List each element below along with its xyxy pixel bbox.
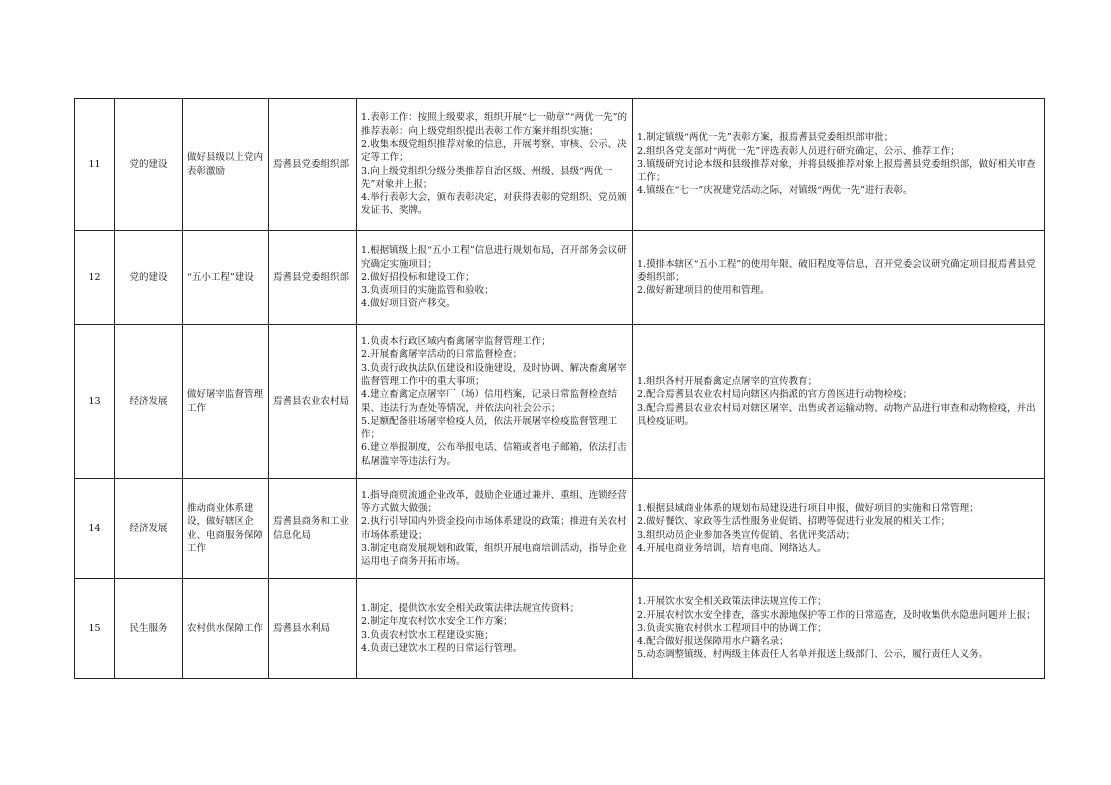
county-duty-item: 2.制定年度农村饮水安全工作方案； (361, 616, 513, 628)
town-duty-item: 5.动态调整镇级、村两级主体责任人名单并报送上级部门、公示，履行责任人义务。 (637, 649, 989, 661)
town-duty-item: 4.镇级在“七一”庆祝建党活动之际，对镇级“两优一先”进行表彰。 (637, 185, 913, 197)
town-duty-item: 3.组织动员企业参加各类宣传促销、名优评奖活动； (637, 529, 856, 541)
town-duty-item: 1.根据县域商业体系的规划布局建设进行项目申报，做好项目的实施和日常管理； (637, 502, 979, 514)
category-cell: 党的建设 (115, 231, 183, 325)
county-duty-item: 1.制定、提供饮水安全相关政策法律法规宣传资料； (361, 602, 580, 614)
county-duty-item: 4.建立畜禽定点屠宰厂（场）信用档案，记录日常监督检查结果、违法行为查处等情况，并依法向社会公示； (361, 389, 618, 414)
table-row (75, 99, 1045, 231)
county-duty-item: 4.负责已建饮水工程的日常运行管理。 (361, 642, 523, 654)
county-duties-cell (357, 231, 633, 325)
county-duty-item: 2.收集本级党组织推荐对象的信息，开展考察、审核、公示、决定等工作； (361, 138, 627, 164)
county-duty-item: 1.指导商贸流通企业改革，鼓励企业通过兼并、重组、连锁经营等方式做大做强； (361, 489, 627, 514)
table-row (75, 579, 1045, 679)
county-duty-item: 3.负责农村饮水工程建设实施； (361, 629, 494, 641)
department-cell: 焉耆县水利局 (269, 579, 357, 679)
county-duty-item: 3.向上级党组织分级分类推荐自治区级、州级、县级“两优一先”对象并上报； (361, 165, 613, 190)
item-cell: 农村供水保障工作 (183, 579, 269, 679)
town-duty-item: 3.镇级研究讨论本级和县级推荐对象，并将县级推荐对象上报焉耆县党委组织部，做好相关审查工作； (637, 158, 1036, 184)
row-number: 14 (75, 479, 115, 579)
county-duty-item: 5.足额配备驻场屠宰检疫人员，依法开展屠宰检疫监督管理工作； (361, 415, 618, 441)
county-duties-cell (357, 479, 633, 579)
county-duty-item: 3.负责项目的实施监管和验收； (361, 285, 494, 297)
item-cell: “五小工程”建设 (183, 231, 269, 325)
town-duty-item: 1.制定镇级“两优一先”表彰方案，报焉耆县党委组织部审批； (637, 132, 894, 144)
row-number: 12 (75, 231, 115, 325)
item-cell: 做好屠宰监督管理工作 (183, 325, 269, 479)
county-duty-item: 3.制定电商发展规划和政策，组织开展电商培训活动，指导企业运用电子商务开拓市场。 (361, 542, 627, 568)
county-duty-item: 1.表彰工作：按照上级要求，组织开展“七一勋章”“两优一先”的推荐表彰：向上级党组织提出表彰工作方案并组织实施； (361, 112, 627, 137)
town-duties-cell (633, 99, 1045, 231)
town-duty-item: 1.开展饮水安全相关政策法律法规宣传工作； (637, 596, 827, 608)
table-row (75, 325, 1045, 479)
county-duty-item: 1.根据镇级上报“五小工程”信息进行规划布局，召开部务会议研究确定实施项目； (361, 245, 627, 270)
category-cell: 经济发展 (115, 479, 183, 579)
county-duty-item: 2.做好招投标和建设工作； (361, 271, 475, 283)
county-duty-item: 6.建立举报制度，公布举报电话、信箱或者电子邮箱，依法打击私屠滥宰等违法行为。 (361, 442, 627, 467)
county-duties-cell (357, 99, 633, 231)
item-cell: 推动商业体系建设，做好辖区企业、电商服务保障工作 (183, 479, 269, 579)
county-duty-item: 4.举行表彰大会，颁布表彰决定，对获得表彰的党组织、党员颁发证书、奖牌。 (361, 192, 627, 217)
department-cell: 焉耆县党委组织部 (269, 231, 357, 325)
town-duties-cell (633, 231, 1045, 325)
county-duty-item: 4.做好项目资产移交。 (361, 298, 456, 310)
town-duty-item: 4.开展电商业务培训，培育电商、网络达人。 (637, 542, 827, 554)
town-duty-item: 2.开展农村饮水安全排查，落实水源地保护等工作的日常巡查，及时收集供水隐患问题并上报； (637, 609, 1036, 621)
department-cell: 焉耆县商务和工业信息化局 (269, 479, 357, 579)
town-duty-item: 2.做好餐饮、家政等生活性服务业促销、招聘等促进行业发展的相关工作； (637, 516, 951, 528)
category-cell: 民生服务 (115, 579, 183, 679)
category-cell: 经济发展 (115, 325, 183, 479)
item-cell: 做好县级以上党内表彰激励 (183, 99, 269, 231)
department-cell: 焉耆县党委组织部 (269, 99, 357, 231)
table-row (75, 479, 1045, 579)
table-row (75, 231, 1045, 325)
county-duties-cell (357, 325, 633, 479)
town-duty-item: 3.负责实施农村供水工程项目中的协调工作； (637, 622, 827, 634)
town-duty-item: 1.摸排本辖区“五小工程”的使用年限、破旧程度等信息，召开党委会议研究确定项目报焉耆县党委组织部； (637, 258, 1036, 283)
county-duties-cell (357, 579, 633, 679)
row-number: 13 (75, 325, 115, 479)
county-duty-item: 2.开展畜禽屠宰活动的日常监督检查； (361, 349, 523, 361)
county-duty-item: 3.负责行政执法队伍建设和设施建设，及时协调、解决畜禽屠宰监督管理工作中的重大事项； (361, 362, 627, 387)
department-cell: 焉耆县农业农村局 (269, 325, 357, 479)
row-number: 15 (75, 579, 115, 679)
town-duty-item: 2.组织各党支部对“两优一先”评选表彰人员进行研究确定、公示、推荐工作； (637, 145, 960, 157)
county-duty-item: 2.执行引导国内外资金投向市场体系建设的政策；推进有关农村市场体系建设； (361, 516, 627, 541)
town-duty-item: 2.配合焉耆县农业农村局向辖区内指派的官方兽医进行动物检疫； (637, 389, 913, 401)
responsibility-table (74, 98, 1045, 679)
town-duties-cell (633, 579, 1045, 679)
row-number: 11 (75, 99, 115, 231)
town-duty-item: 4.配合做好报送保障用水户籍名录； (637, 636, 789, 648)
county-duty-item: 1.负责本行政区域内畜禽屠宰监督管理工作； (361, 336, 551, 348)
town-duty-item: 1.组织各村开展畜禽定点屠宰的宣传教育； (637, 375, 818, 387)
town-duties-cell (633, 479, 1045, 579)
town-duty-item: 3.配合焉耆县农业农村局对辖区屠宰、出售或者运输动物、动物产品进行审查和动物检疫，并出具检疫证明。 (637, 402, 1036, 427)
town-duties-cell (633, 325, 1045, 479)
table-body (75, 99, 1045, 679)
town-duty-item: 2.做好新建项目的使用和管理。 (637, 285, 770, 297)
category-cell: 党的建设 (115, 99, 183, 231)
